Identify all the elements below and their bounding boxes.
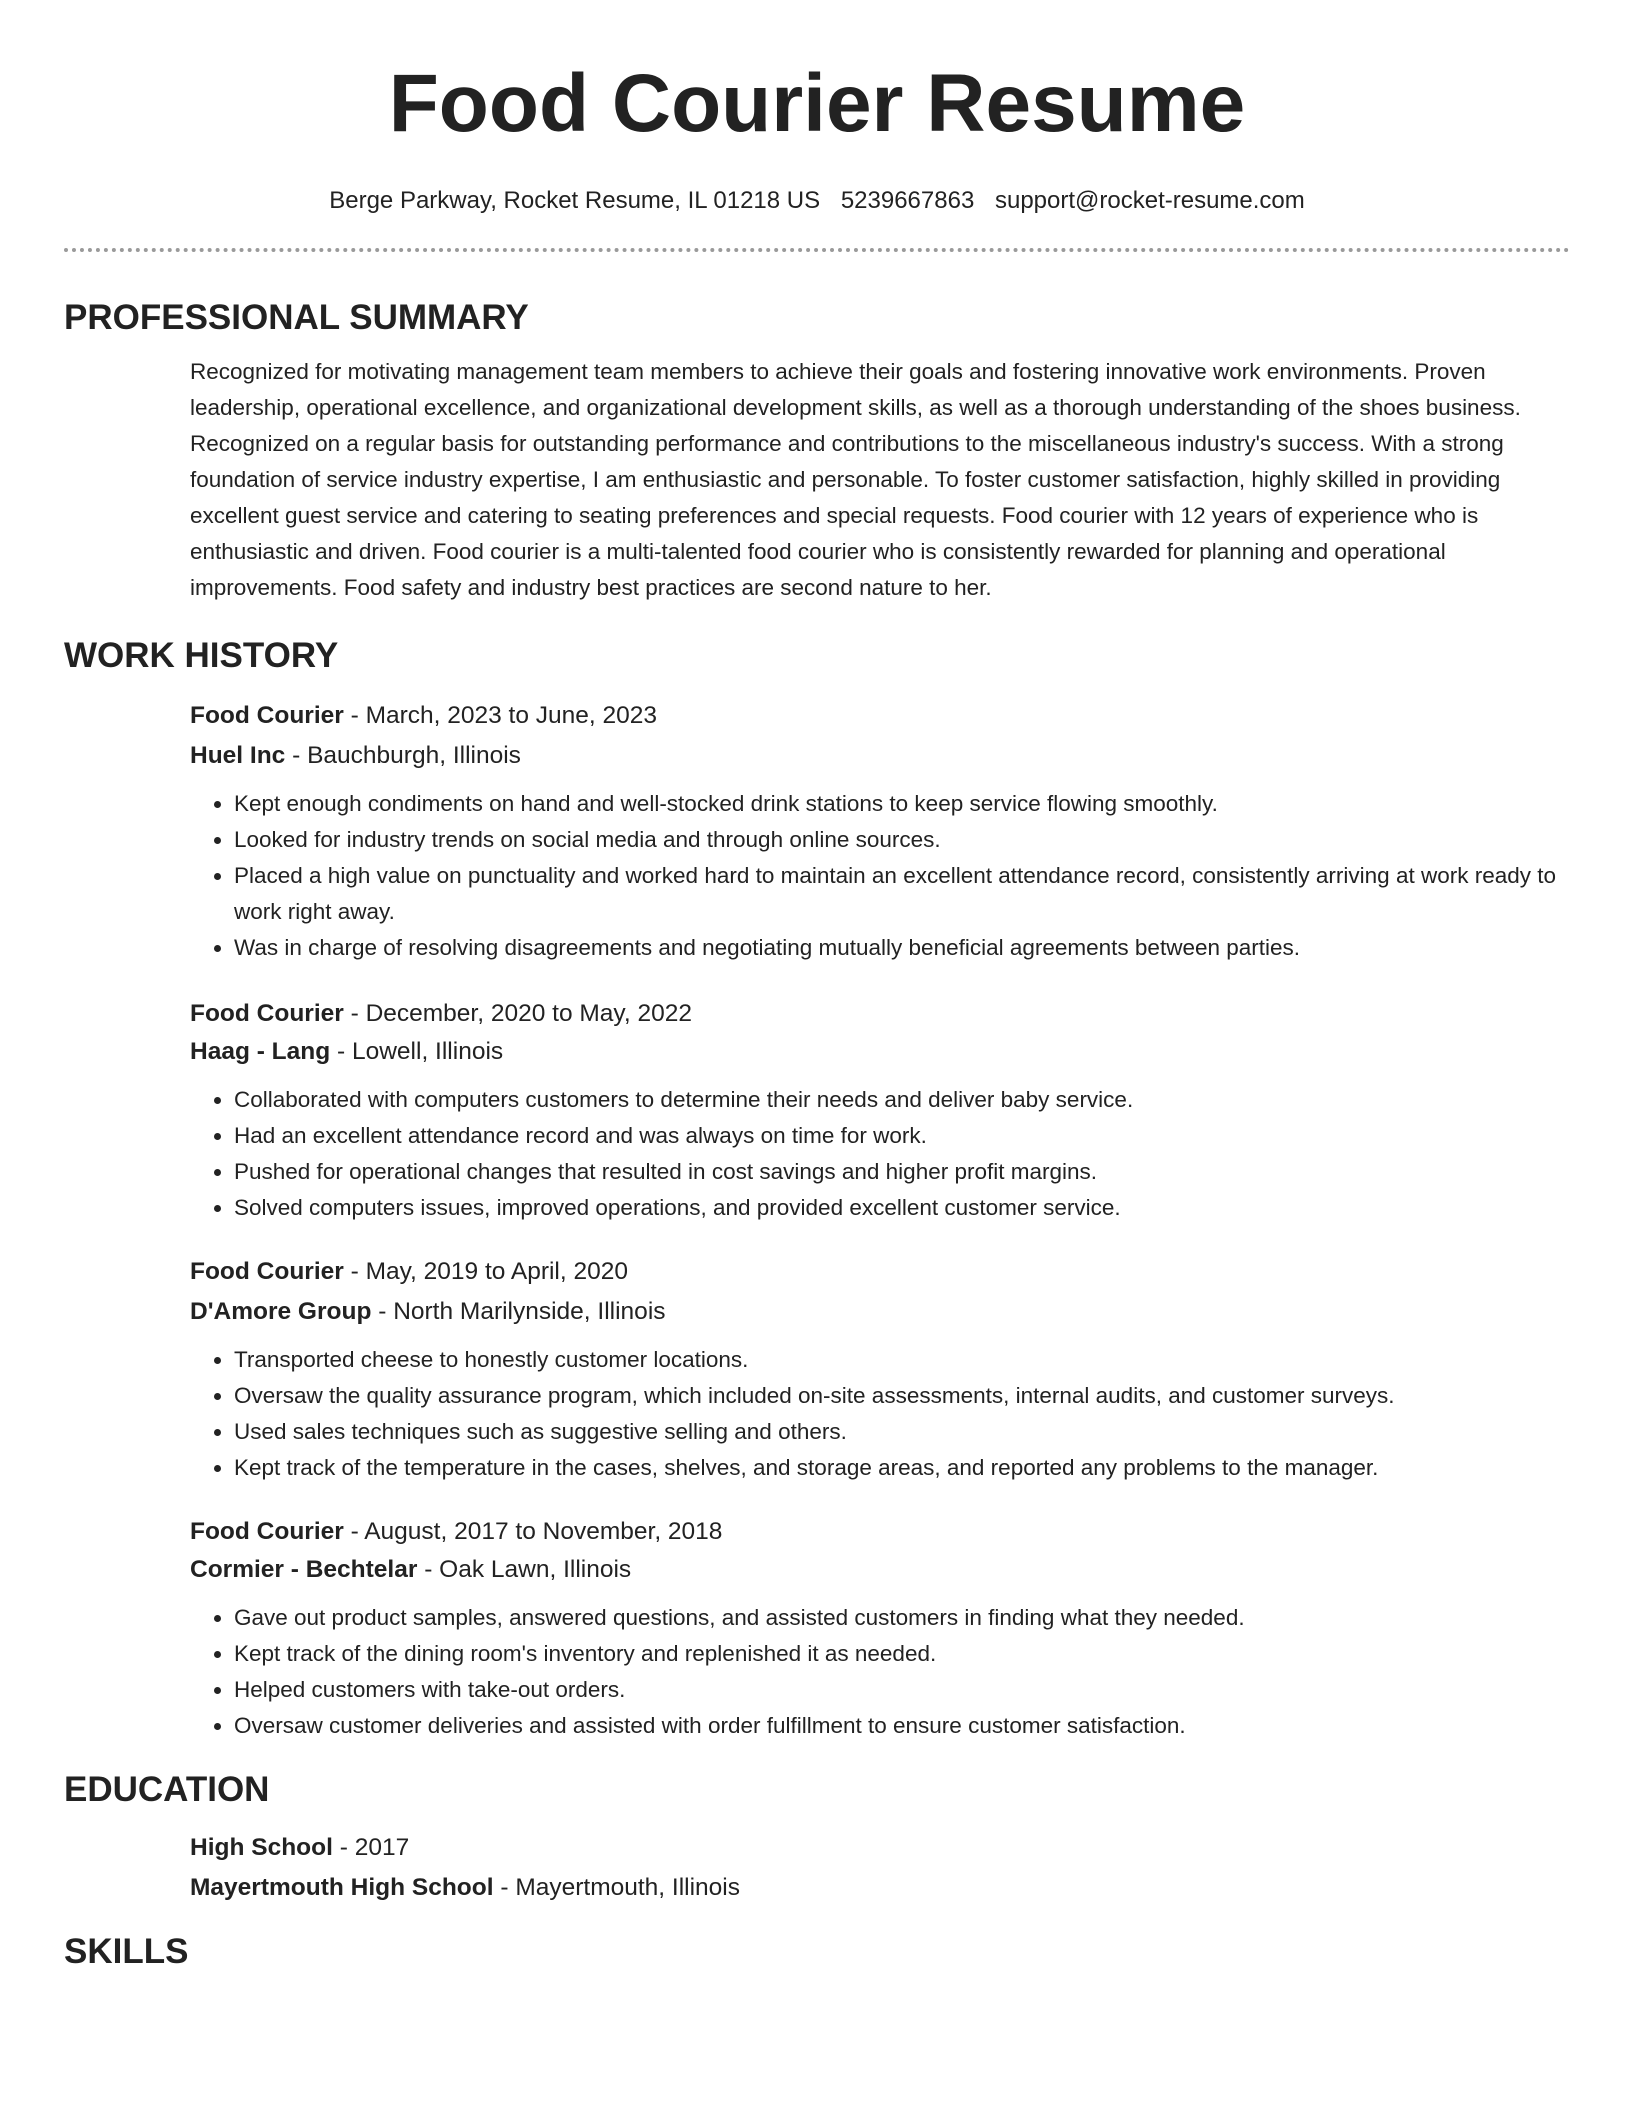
job-company-line xyxy=(190,1294,1570,1330)
job-bullet: • Kept track of the dining room's inventory and replenished it as needed. xyxy=(234,1636,1570,1672)
job-location: - Oak Lawn, Illinois xyxy=(417,1556,632,1583)
work-history xyxy=(190,698,1570,1744)
job-entry xyxy=(190,1514,1570,1744)
job-bullet: • Pushed for operational changes that resulted in cost savings and higher profit margins. xyxy=(234,1154,1570,1190)
job-bullet: • Used sales techniques such as suggestive selling and others. xyxy=(234,1414,1570,1450)
job-company: Haag - Lang xyxy=(190,1038,331,1065)
contact-address: Berge Parkway, Rocket Resume, IL 01218 US xyxy=(329,187,821,214)
job-bullet: • Looked for industry trends on social media and through online sources. xyxy=(234,822,1570,858)
section-heading-skills: SKILLS xyxy=(64,1932,189,1971)
job-company: D'Amore Group xyxy=(190,1298,372,1325)
job-title-line xyxy=(190,1254,1570,1290)
job-title: Food Courier xyxy=(190,1000,344,1027)
job-title: Food Courier xyxy=(190,1258,344,1285)
job-title-line xyxy=(190,1514,1570,1550)
job-company: Cormier - Bechtelar xyxy=(190,1556,418,1583)
job-title-line xyxy=(190,698,1570,734)
job-bullet: • Transported cheese to honestly customer locations. xyxy=(234,1342,1570,1378)
job-bullet: • Solved computers issues, improved operations, and provided excellent customer service. xyxy=(234,1190,1570,1226)
education-location: - Mayertmouth, Illinois xyxy=(493,1874,740,1901)
job-bullets xyxy=(190,1342,1570,1486)
job-bullets xyxy=(190,1082,1570,1226)
contact-email: support@rocket-resume.com xyxy=(994,187,1305,214)
education-degree-line xyxy=(190,1830,1570,1866)
section-heading-summary: PROFESSIONAL SUMMARY xyxy=(64,298,529,337)
job-bullet: • Oversaw the quality assurance program, which included on-site assessments, internal audits, and customer surveys. xyxy=(234,1378,1570,1414)
section-heading-work: WORK HISTORY xyxy=(64,636,339,675)
job-location: - Lowell, Illinois xyxy=(330,1038,504,1065)
job-dates: - August, 2017 to November, 2018 xyxy=(343,1518,723,1545)
section-heading-education: EDUCATION xyxy=(64,1770,270,1809)
job-bullet: • Oversaw customer deliveries and assisted with order fulfillment to ensure customer satisfaction. xyxy=(234,1708,1570,1744)
job-company-line xyxy=(190,738,1570,774)
education-school-line xyxy=(190,1870,1570,1906)
job-bullet: • Kept enough condiments on hand and well-stocked drink stations to keep service flowing smoothly. xyxy=(234,786,1570,822)
job-bullet: • Had an excellent attendance record and was always on time for work. xyxy=(234,1118,1570,1154)
job-company-line xyxy=(190,1552,1570,1588)
education-year: - 2017 xyxy=(332,1834,410,1861)
job-bullets xyxy=(190,786,1570,966)
job-bullet: • Kept track of the temperature in the cases, shelves, and storage areas, and reported any problems to the manager. xyxy=(234,1450,1570,1486)
job-dates: - May, 2019 to April, 2020 xyxy=(343,1258,628,1285)
job-bullets xyxy=(190,1600,1570,1744)
job-bullet: • Helped customers with take-out orders. xyxy=(234,1672,1570,1708)
job-company-line xyxy=(190,1034,1570,1070)
job-bullet: • Gave out product samples, answered questions, and assisted customers in finding what they needed. xyxy=(234,1600,1570,1636)
job-location: - North Marilynside, Illinois xyxy=(371,1298,666,1325)
job-title: Food Courier xyxy=(190,702,344,729)
job-title: Food Courier xyxy=(190,1518,344,1545)
job-entry xyxy=(190,698,1570,966)
job-bullet: • Was in charge of resolving disagreements and negotiating mutually beneficial agreements between parties. xyxy=(234,930,1570,966)
job-title-line xyxy=(190,996,1570,1032)
job-bullet: • Collaborated with computers customers to determine their needs and deliver baby service. xyxy=(234,1082,1570,1118)
education-entry xyxy=(190,1830,1570,1906)
job-bullet: • Placed a high value on punctuality and worked hard to maintain an excellent attendance record, consistently arriving at work ready to work right away. xyxy=(234,858,1570,930)
job-dates: - March, 2023 to June, 2023 xyxy=(343,702,658,729)
resume-page xyxy=(64,0,1570,1974)
job-entry xyxy=(190,996,1570,1226)
resume-title: Food Courier Resume xyxy=(388,58,1246,149)
summary-text: Recognized for motivating management team members to achieve their goals and fostering innovative work environments. Proven leadership, operational excellence, and organizational development skills, as well as a thorough understanding of the shoes business. Recognized on a regular basis for outstanding performance and contributions to the miscellaneous industry's success. With a strong foundation of service industry expertise, I am enthusiastic and personable. To foster customer satisfaction, highly skilled in providing excellent guest service and catering to seating preferences and special requests. Food courier with 12 years of experience who is enthusiastic and driven. Food courier is a multi-talented food courier who is consistently rewarded for planning and operational improvements. Food safety and industry best practices are second nature to her. xyxy=(190,359,1521,600)
education-degree: High School xyxy=(190,1834,333,1861)
job-dates: - December, 2020 to May, 2022 xyxy=(343,1000,692,1027)
contact-line xyxy=(64,186,1570,216)
job-entry xyxy=(190,1254,1570,1486)
job-location: - Bauchburgh, Illinois xyxy=(285,742,521,769)
education-school: Mayertmouth High School xyxy=(190,1874,494,1901)
header-divider xyxy=(64,248,1570,252)
contact-phone: 5239667863 xyxy=(840,187,975,214)
job-company: Huel Inc xyxy=(190,742,286,769)
